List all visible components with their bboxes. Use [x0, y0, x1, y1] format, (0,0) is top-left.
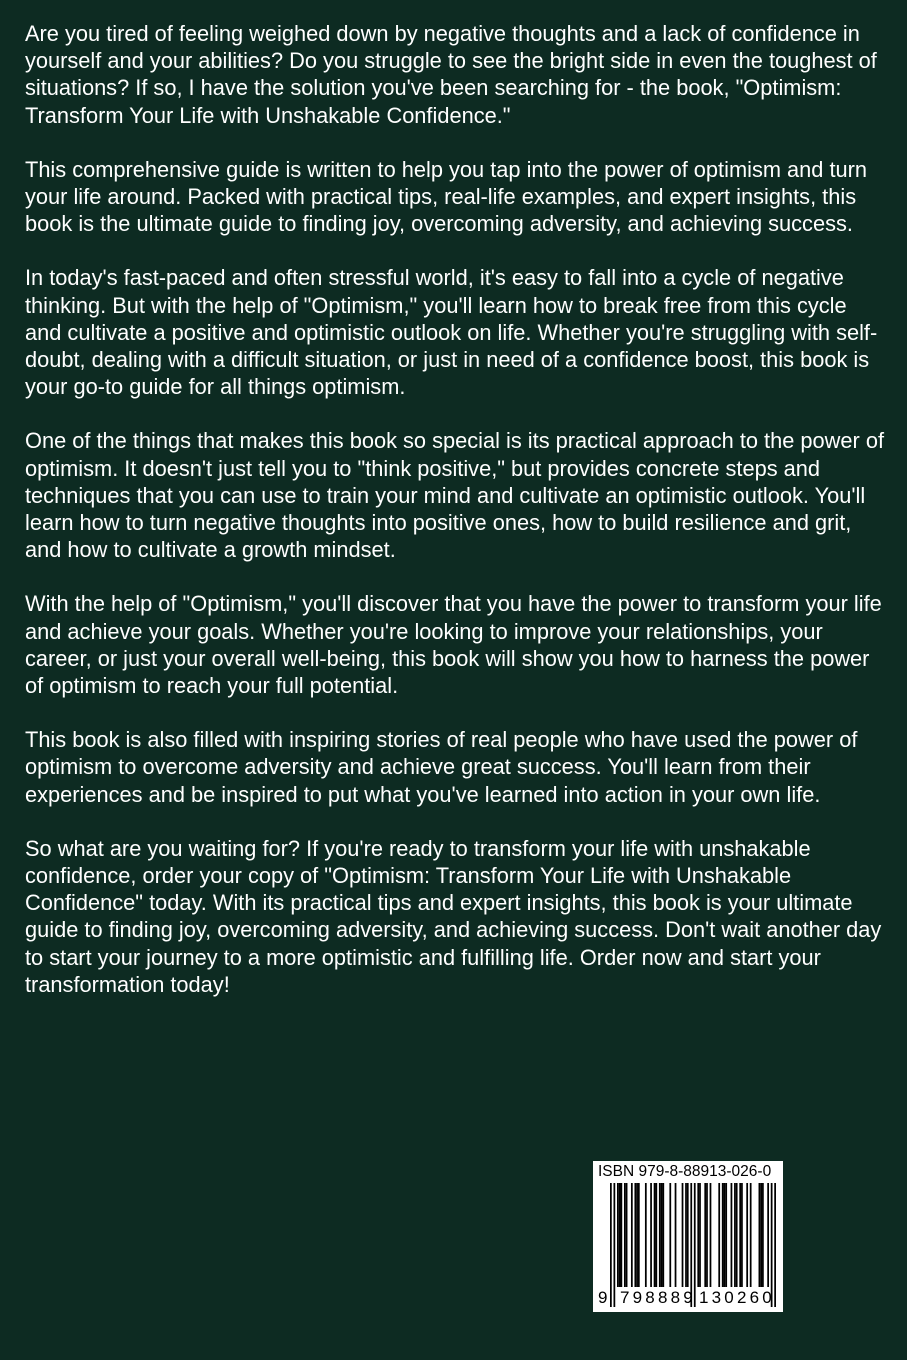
barcode-bar [645, 1183, 647, 1287]
barcode-digit-lead: 9 [598, 1288, 608, 1307]
barcode-bar [631, 1183, 633, 1287]
barcode-digits [593, 1286, 783, 1310]
barcode-bar [710, 1183, 712, 1287]
barcode-bar [655, 1183, 657, 1287]
description-paragraph-3: In today's fast-paced and often stressful world, it's easy to fall into a cycle of negative thinking. But with the help of "Optimism," you'll learn how to break free from this cycle and cultivate a positive and optimistic outlook on life. Whether you're struggling with self-doubt, dealing with a difficult situation, or just in need of a confidence boost, this book is your go-to guide for all things optimism. [25, 265, 878, 400]
barcode-bar [750, 1183, 752, 1287]
barcode-bar [759, 1183, 761, 1287]
barcode-bar [687, 1183, 689, 1287]
barcode-bar [685, 1183, 687, 1287]
barcode-bar [619, 1183, 621, 1287]
barcode-bar [662, 1183, 664, 1287]
barcode-bar [736, 1183, 738, 1287]
barcode-bar [739, 1183, 741, 1287]
back-cover-description [25, 20, 887, 1025]
barcode-bar [650, 1183, 652, 1287]
description-paragraph-2: This comprehensive guide is written to help you tap into the power of optimism and turn your life around. Packed with practical tips, real-life examples, and expert insights, this book is the ultimate guide to finding joy, overcoming adversity, and achieving success. [25, 156, 868, 237]
isbn-label: ISBN 979-8-88913-026-0 [598, 1163, 772, 1180]
barcode-bar [675, 1183, 677, 1287]
barcode-bar [718, 1183, 720, 1287]
barcode-bar [699, 1183, 701, 1287]
barcode-bar [725, 1183, 727, 1287]
description-paragraph-5: With the help of "Optimism," you'll discover that you have the power to transform your life and achieve your goals. Whether you're looking to improve your relationships, your career, or just your overall well-being, this book will show you how to harness the power of optimism to reach your full potential. [25, 591, 882, 699]
barcode-bar [638, 1183, 640, 1287]
barcode-digit-left-group: 798889 [620, 1288, 696, 1307]
barcode-bar [634, 1183, 636, 1287]
description-paragraph-4: One of the things that makes this book so special is its practical approach to the power of optimism. It doesn't just tell you to "think positive," but provides concrete steps and techniques that you can use to train your mind and cultivate an optimistic outlook. You'll learn how to turn negative thoughts into positive ones, how to build resilience and grit, and how to cultivate a growth mindset. [25, 428, 885, 563]
barcode-bar [731, 1183, 733, 1287]
barcode-bar [654, 1183, 656, 1287]
barcode-bar [734, 1183, 736, 1287]
barcode-bar [724, 1183, 726, 1287]
barcode-bar [746, 1183, 748, 1287]
barcode-bar [697, 1183, 699, 1287]
barcode-bar [636, 1183, 638, 1287]
barcode-bar [669, 1183, 671, 1287]
barcode-bar [706, 1183, 708, 1287]
barcode-bar [704, 1183, 706, 1287]
barcode-digit-right-group: 130260 [699, 1288, 775, 1307]
barcode-bar [767, 1183, 769, 1287]
barcode-bar [682, 1183, 684, 1287]
barcode-bar [617, 1183, 619, 1287]
barcode-bar [620, 1183, 622, 1287]
isbn-barcode [593, 1161, 783, 1312]
barcode-bar [661, 1183, 663, 1287]
barcode-bar [741, 1183, 743, 1287]
barcode-bar [626, 1183, 628, 1287]
barcode-bar [762, 1183, 764, 1287]
description-paragraph-6: This book is also filled with inspiring stories of real people who have used the power of optimism to overcome adversity and achieve great success. You'll learn from their experiences and be inspired to put what you've learned into action in your own life. [25, 727, 858, 807]
barcode-bar [760, 1183, 762, 1287]
barcode-bar [722, 1183, 724, 1287]
description-paragraph-7: So what are you waiting for? If you're ready to transform your life with unshakable confidence, order your copy of "Optimism: Transform Your Life with Unshakable Confidence" today. With its practical tips and expert insights, this book is your ultimate guide to finding joy, overcoming adversity, and achieving success. Don't wait another day to start your journey to a more optimistic and fulfilling life. Order now and start your transformation today! [25, 835, 882, 997]
barcode-bar [659, 1183, 661, 1287]
barcode-bar [624, 1183, 626, 1287]
description-paragraph-1: Are you tired of feeling weighed down by negative thoughts and a lack of confidence in yourself and your abilities? Do you struggle to see the bright side in even the toughest of situations? If so, I have the solution you've been searching for - the book, "Optimism: Transform Your Life with Unshakable Confidence." [25, 21, 877, 128]
